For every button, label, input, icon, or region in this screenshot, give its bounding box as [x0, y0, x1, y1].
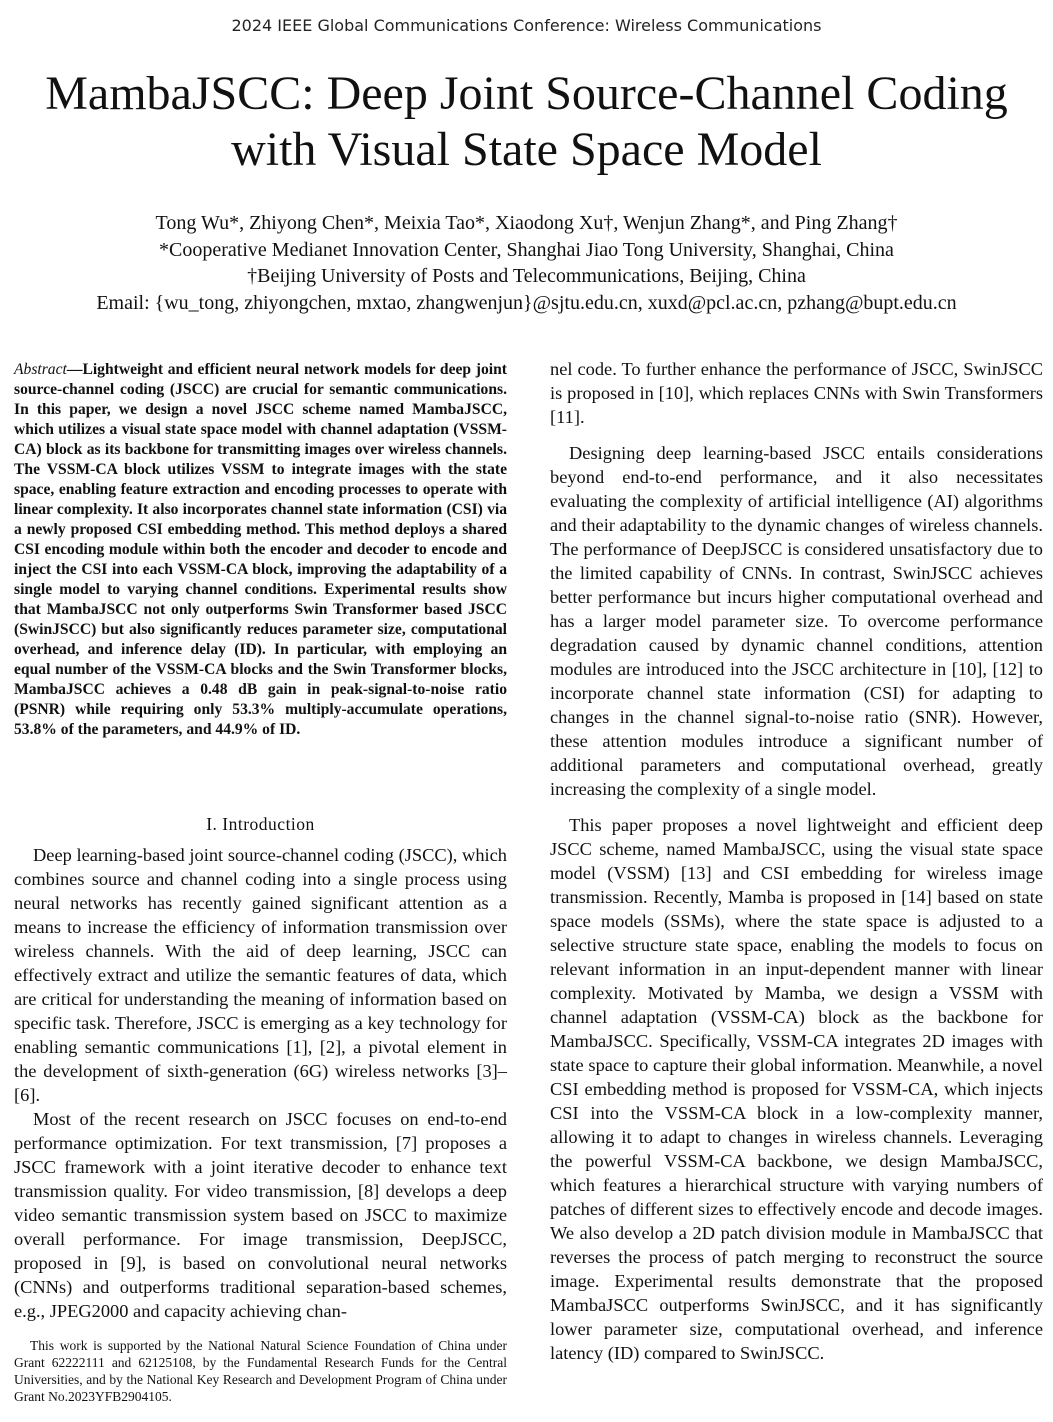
conference-header: 2024 IEEE Global Communications Conference: Wireless Communications: [231, 16, 822, 35]
affiliation-2: †Beijing University of Posts and Telecommunications, Beijing, China: [247, 265, 806, 287]
left-column-body: [14, 843, 507, 1323]
title-line-1: MambaJSCC: Deep Joint Source-Channel Coding: [45, 67, 1008, 120]
affiliation-1: *Cooperative Medianet Innovation Center, Shanghai Jiao Tong University, Shanghai, China: [159, 238, 894, 261]
funding-footnote: This work is supported by the National Natural Science Foundation of China under Grant 62222111 and 62125108, by the Fundamental Research Funds for the Central Universities, and by the National Key Research and Development Program of China under Grant No.2023YFB2904105.: [14, 1338, 507, 1404]
continued-paragraph: nel code. To further enhance the performance of JSCC, SwinJSCC is proposed in [10], which replaces CNNs with Swin Transformers [11].: [550, 359, 1043, 427]
title-line-2: with Visual State Space Model: [231, 123, 822, 176]
intro-paragraph-3: Designing deep learning-based JSCC entails considerations beyond end-to-end performance, and it also necessitates evaluating the complexity of artificial intelligence (AI) algorithms and their adaptability to the dynamic changes of wireless channels. The performance of DeepJSCC is considered unsatisfactory due to the limited capability of CNNs. In contrast, SwinJSCC achieves better performance but incurs higher computational overhead and has a larger model parameter size. To overcome performance degradation caused by dynamic channel conditions, attention modules are introduced into the JSCC architecture in [10], [12] to incorporate channel state information (CSI) for adapting to changes in the channel signal-to-noise ratio (SNR). However, these attention modules introduce a significant number of additional parameters and computational overhead, greatly increasing the complexity of a single model.: [550, 443, 1043, 799]
intro-paragraph-1: Deep learning-based joint source-channel coding (JSCC), which combines source and channel coding into a single process using neural networks has recently gained significant attention as a means to increase the efficiency of information transmission over wireless channels. With the aid of deep learning, JSCC can effectively extract and utilize the semantic features of data, which are critical for understanding the meaning of information based on specific task. Therefore, JSCC is emerging as a key technology for enabling semantic communications [1], [2], a pivotal element in the development of sixth-generation (6G) wireless networks [3]–[6].: [14, 845, 507, 1105]
intro-paragraph-2: Most of the recent research on JSCC focuses on end-to-end performance optimization. For text transmission, [7] proposes a JSCC framework with a joint iterative decoder to enhance text transmission quality. For video transmission, [8] develops a deep video semantic transmission system based on JSCC to maximize overall performance. For image transmission, DeepJSCC, proposed in [9], is based on convolutional neural networks (CNNs) and outperforms traditional separation-based schemes, e.g., JPEG2000 and capacity achieving chan-: [14, 1109, 507, 1321]
abstract-label: Abstract: [14, 361, 67, 378]
abstract-text: —Lightweight and efficient neural network models for deep joint source-channel coding (JSCC) are crucial for semantic communications. In this paper, we design a novel JSCC scheme named MambaJSCC, which utilizes a visual state space model with channel adaptation (VSSM-CA) block as its backbone for transmitting images over wireless channels. The VSSM-CA block utilizes VSSM to integrate images with the state space, enabling feature extraction and encoding processes to operate with linear complexity. It also incorporates channel state information (CSI) via a newly proposed CSI embedding method. This method deploys a shared CSI encoding module within both the encoder and decoder to encode and inject the CSI into each VSSM-CA block, improving the adaptability of a single model to varying channel conditions. Experimental results show that MambaJSCC not only outperforms Swin Transformer based JSCC (SwinJSCC) but also significantly reduces parameter size, computational overhead, and inference delay (ID). In particular, with employing an equal number of the VSSM-CA blocks and the Swin Transformer blocks, MambaJSCC achieves a 0.48 dB gain in peak-signal-to-noise ratio (PSNR) while requiring only 53.3% multiply-accumulate operations, 53.8% of the parameters, and 44.9% of ID.: [14, 361, 507, 738]
right-column-body: [550, 357, 1043, 1365]
paper-title: [0, 66, 1053, 178]
author-names: Tong Wu*, Zhiyong Chen*, Meixia Tao*, Xiaodong Xu†, Wenjun Zhang*, and Ping Zhang†: [155, 212, 898, 234]
abstract: [14, 360, 507, 740]
author-block: [0, 210, 1053, 316]
intro-paragraph-4: This paper proposes a novel lightweight and efficient deep JSCC scheme, named MambaJSCC, using the visual state space model (VSSM) [13] and CSI embedding for wireless image transmission. Recently, Mamba is proposed in [14] based on state space models (SSMs), where the state space is adjusted to a selective structure state space, enabling the models to focus on relevant information in an input-dependent manner with linear complexity. Motivated by Mamba, we design a VSSM with channel adaptation (VSSM-CA) block as the backbone for MambaJSCC. Specifically, VSSM-CA integrates 2D images with state space to capture their global information. Meanwhile, a novel CSI embedding method is proposed for VSSM-CA, which injects CSI into the VSSM-CA block in a low-complexity manner, allowing it to adapt to changes in wireless channels. Leveraging the powerful VSSM-CA backbone, we design MambaJSCC, which features a hierarchical structure with varying numbers of patches of different sizes to effectively encode and decode images. We also develop a 2D patch division module in MambaJSCC that reverses the process of patch merging to reconstruct the source image. Experimental results demonstrate that the proposed MambaJSCC outperforms SwinJSCC, and it has significantly lower parameter size, computational overhead, and inference latency (ID) compared to SwinJSCC.: [550, 815, 1043, 1363]
author-emails: Email: {wu_tong, zhiyongchen, mxtao, zhangwenjun}@sjtu.edu.cn, xuxd@pcl.ac.cn, pzhang@bupt.edu.cn: [96, 291, 957, 314]
section-heading-introduction: I. Introduction: [206, 814, 315, 834]
